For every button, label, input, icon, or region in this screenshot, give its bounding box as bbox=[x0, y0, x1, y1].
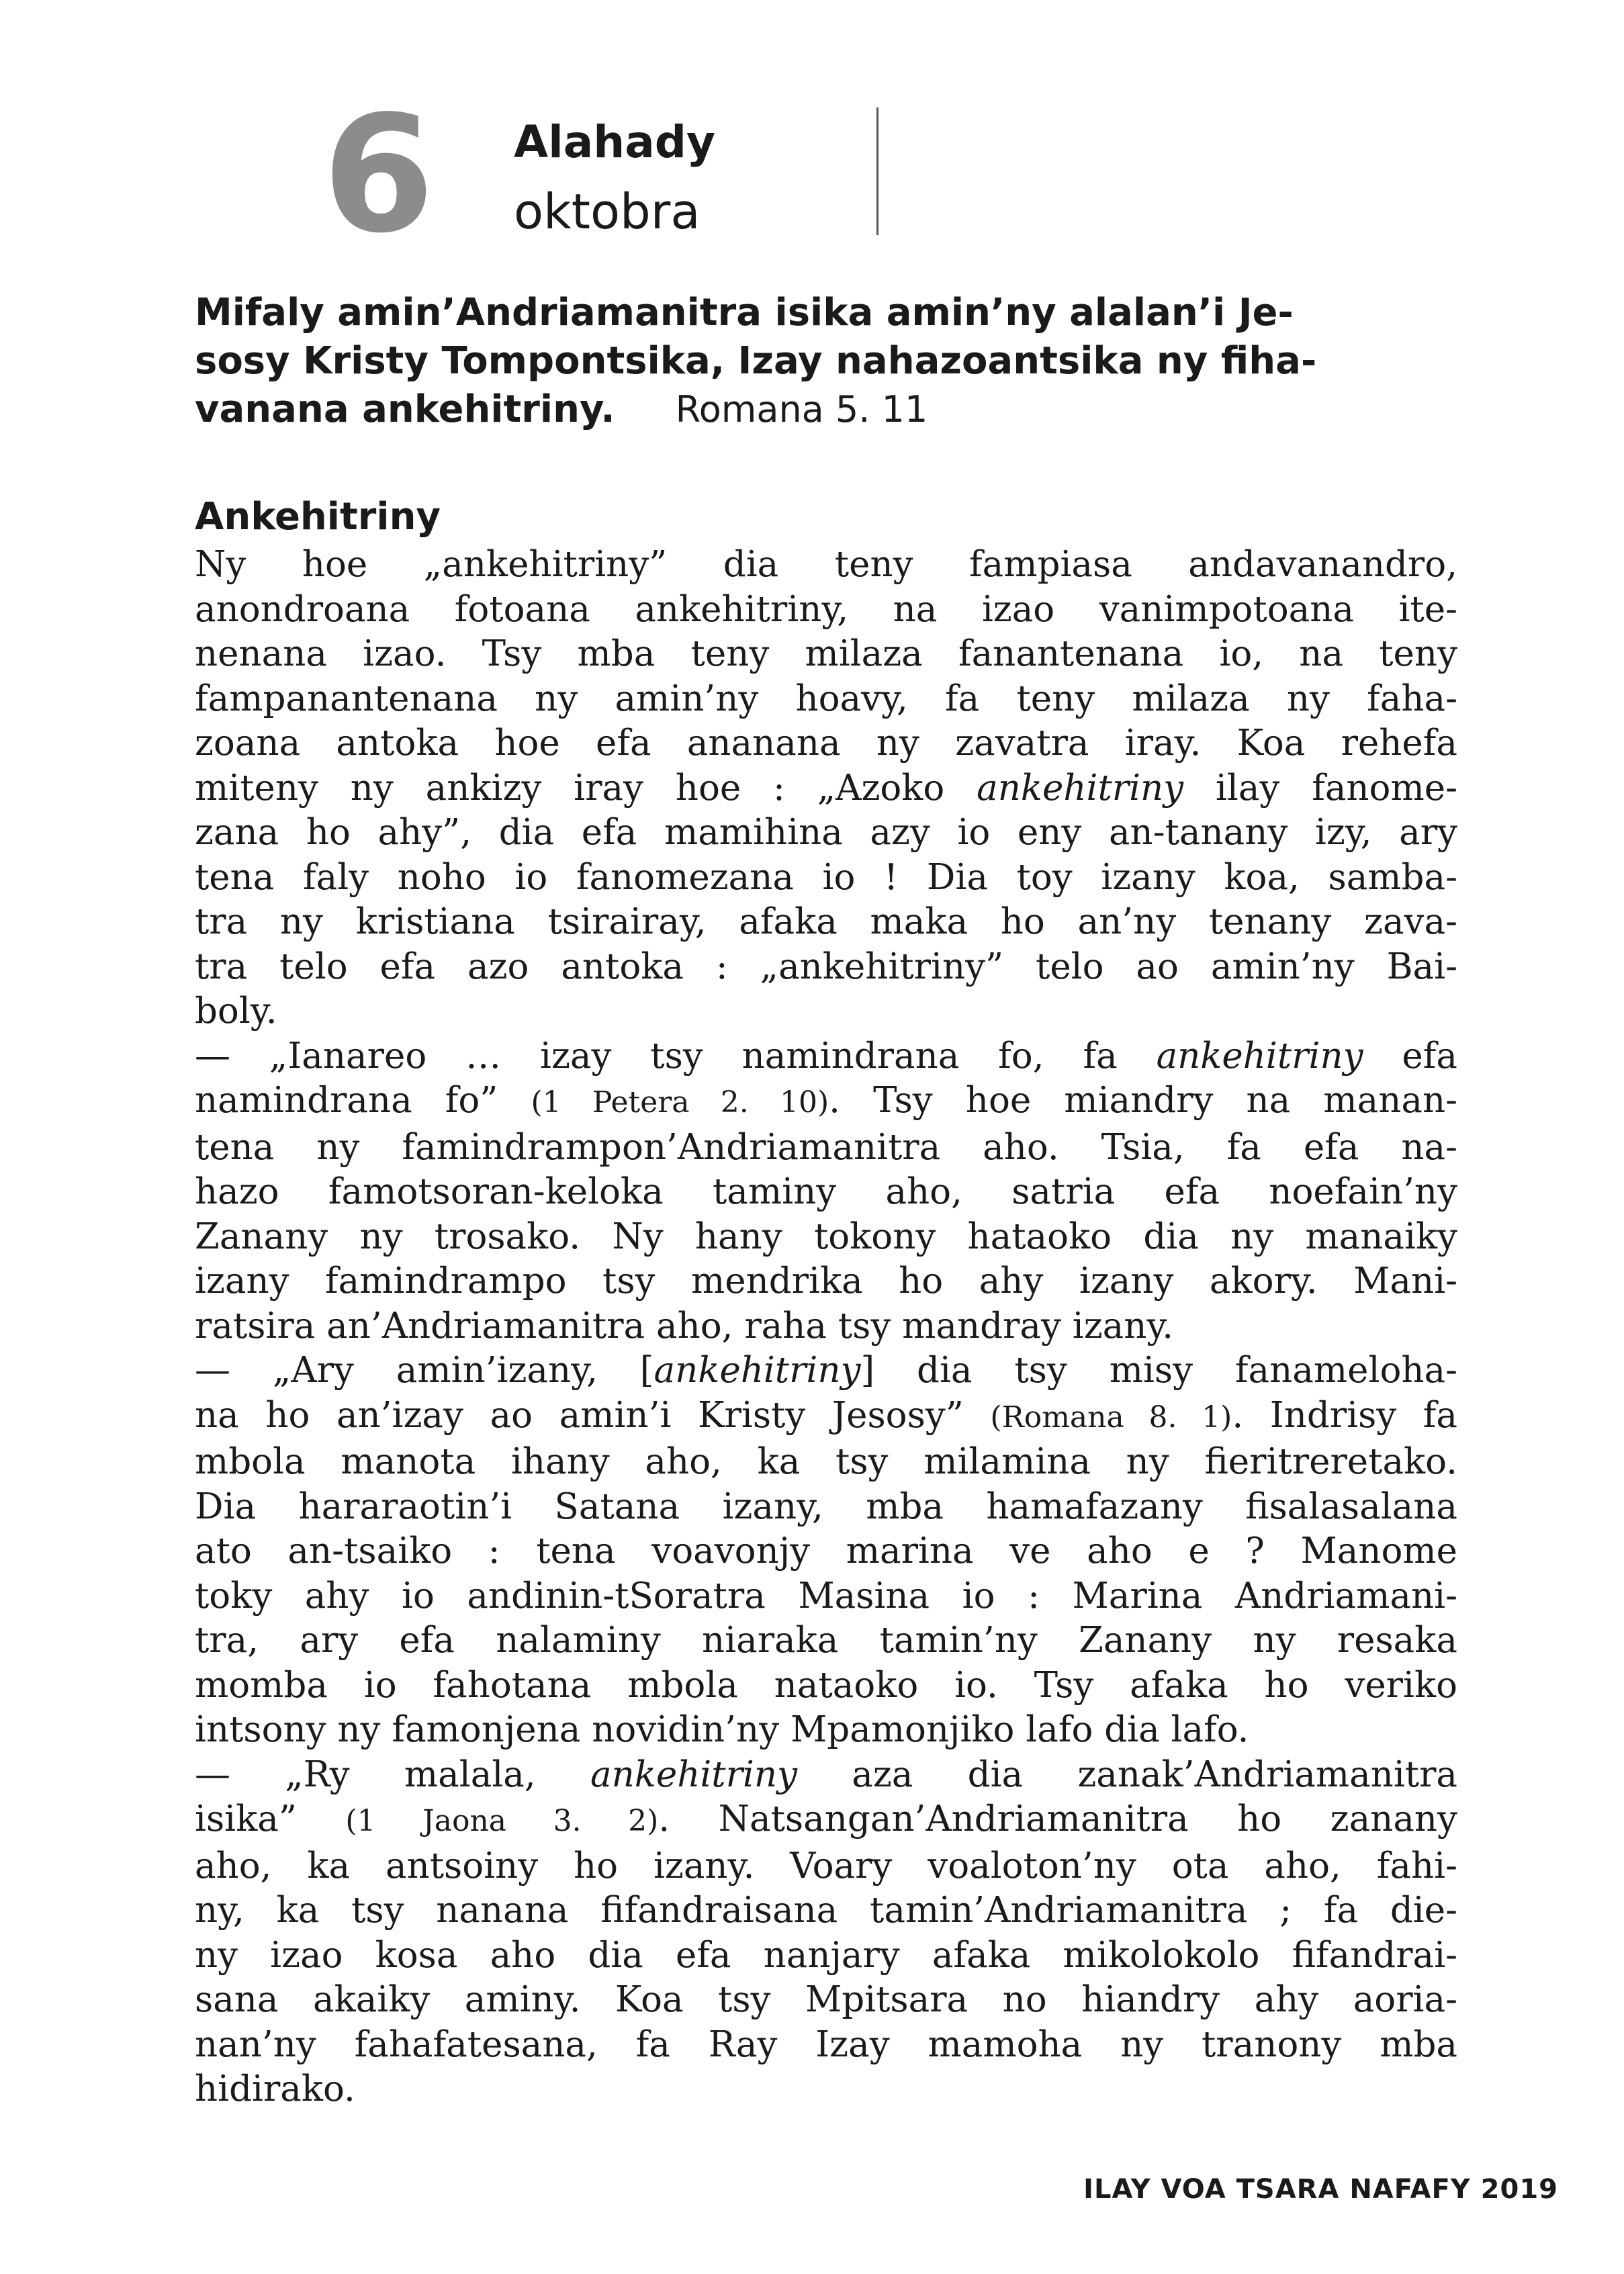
text-line: boly. bbox=[195, 991, 277, 1032]
text-line: zana ho ahy”, dia efa mamihina azy io eny an-tanany izy, ary bbox=[195, 812, 1457, 853]
text-line: zoana antoka hoe efa ananana ny zavatra iray. Koa rehefa bbox=[195, 723, 1457, 764]
text-line: Dia hararaotin’i Satana izany, mba hamafazany fisalasalana bbox=[195, 1486, 1457, 1527]
verse-line bbox=[195, 385, 1457, 434]
date-block bbox=[322, 81, 887, 269]
paragraph bbox=[195, 543, 1457, 1034]
header-divider bbox=[876, 107, 878, 235]
text-line: nenana izao. Tsy mba teny milaza fanantenana io, na teny bbox=[195, 633, 1457, 674]
paragraph bbox=[195, 1034, 1457, 1349]
emphasis-word: ankehitriny bbox=[977, 767, 1184, 809]
paragraph bbox=[195, 1753, 1457, 2112]
text-line: Zanany ny trosako. Ny hany tokony hataoko dia ny manaiky bbox=[195, 1216, 1457, 1257]
text-line: tra ny kristiana tsirairay, afaka maka ho an’ny tenany zava- bbox=[195, 901, 1457, 942]
text-line: — „Ianareo … izay tsy namindrana fo, fa ankehitriny efa bbox=[195, 1035, 1457, 1077]
text-line: isika” (1 Jaona 3. 2). Natsangan’Andriamanitra ho zanany bbox=[195, 1799, 1457, 1839]
text-line: ratsira an’Andriamanitra aho, raha tsy mandray izany. bbox=[195, 1305, 1174, 1347]
verse-line: Mifaly amin’Andriamanitra isika amin’ny alalan’i Je- bbox=[195, 291, 1294, 334]
text-line: mbola manota ihany aho, ka tsy milamina ny fieritreretako. bbox=[195, 1441, 1457, 1482]
text-line: izany famindrampo tsy mendrika ho ahy izany akory. Mani- bbox=[195, 1261, 1457, 1302]
text-line: miteny ny ankizy iray hoe : „Azoko ankehitriny ilay fanome- bbox=[195, 767, 1457, 809]
text-line: ny, ka tsy nanana fifandraisana tamin’Andriamanitra ; fa die- bbox=[195, 1890, 1457, 1931]
verse-reference: Romana 5. 11 bbox=[675, 388, 928, 430]
emphasis-word: ankehitriny bbox=[1156, 1035, 1363, 1077]
verse-line-text: vanana ankehitriny. bbox=[195, 388, 615, 431]
text-line: hidirako. bbox=[195, 2068, 355, 2109]
text-line: tena ny famindrampon’Andriamanitra aho. Tsia, fa efa na- bbox=[195, 1126, 1457, 1168]
verse-line: sosy Kristy Tompontsika, Izay nahazoantsika ny fiha- bbox=[195, 339, 1317, 383]
scripture-reference: (1 Jaona 3. 2) bbox=[345, 1804, 659, 1838]
scripture-reference: (Romana 8. 1) bbox=[990, 1400, 1232, 1435]
text-line: nan’ny fahafatesana, fa Ray Izay mamoha ny tranony mba bbox=[195, 2023, 1457, 2065]
bible-verse bbox=[195, 289, 1457, 434]
text-line: aho, ka antsoiny ho izany. Voary voaloton’ny ota aho, fahi- bbox=[195, 1845, 1457, 1886]
month: oktobra bbox=[514, 183, 701, 240]
body-text bbox=[195, 543, 1457, 2112]
text-line: — „Ary amin’izany, [ankehitriny] dia tsy misy fanameloha- bbox=[195, 1350, 1457, 1391]
text-line: momba io fahotana mbola nataoko io. Tsy afaka ho veriko bbox=[195, 1664, 1457, 1706]
day-number: 6 bbox=[322, 81, 435, 269]
paragraph bbox=[195, 1349, 1457, 1753]
text-line: sana akaiky aminy. Koa tsy Mpitsara no hiandry ahy aoria- bbox=[195, 1979, 1457, 2020]
text-line: hazo famotsoran-keloka taminy aho, satria efa noefain’ny bbox=[195, 1171, 1457, 1212]
text-line: anondroana fotoana ankehitriny, na izao vanimpotoana ite- bbox=[195, 588, 1457, 630]
section-heading: Ankehitriny bbox=[195, 495, 441, 539]
text-line: toky ahy io andinin-tSoratra Masina io : Marina Andriamani- bbox=[195, 1575, 1457, 1617]
text-line: na ho an’izay ao amin’i Kristy Jesosy” (Romana 8. 1). Indrisy fa bbox=[195, 1394, 1458, 1436]
emphasis-word: ankehitriny bbox=[590, 1754, 797, 1795]
text-line: tra telo efa azo antoka : „ankehitriny” telo ao amin’ny Bai- bbox=[195, 946, 1457, 987]
emphasis-word: ankehitriny bbox=[653, 1350, 861, 1391]
scripture-reference: (1 Petera 2. 10) bbox=[531, 1085, 829, 1120]
text-line: ny izao kosa aho dia efa nanjary afaka mikolokolo fifandrai- bbox=[195, 1934, 1457, 1976]
text-line: tra, ary efa nalaminy niaraka tamin’ny Zanany ny resaka bbox=[195, 1620, 1457, 1661]
text-line: intsony ny famonjena novidin’ny Mpamonjiko lafo dia lafo. bbox=[195, 1709, 1249, 1750]
text-line: — „Ry malala, ankehitriny aza dia zanak’Andriamanitra bbox=[195, 1754, 1457, 1795]
weekday: Alahady bbox=[514, 116, 716, 168]
text-line: tena faly noho io fanomezana io ! Dia toy izany koa, samba- bbox=[195, 856, 1457, 898]
footer-title: ILAY VOA TSARA NAFAFY 2019 bbox=[1083, 2174, 1558, 2205]
text-line: fampanantenana ny amin’ny hoavy, fa teny milaza ny faha- bbox=[195, 678, 1457, 719]
text-line: Ny hoe „ankehitriny” dia teny fampiasa andavanandro, bbox=[195, 544, 1457, 585]
text-line: namindrana fo” (1 Petera 2. 10). Tsy hoe miandry na manan- bbox=[195, 1080, 1458, 1121]
text-line: ato an-tsaiko : tena voavonjy marina ve aho e ? Manome bbox=[195, 1531, 1457, 1572]
